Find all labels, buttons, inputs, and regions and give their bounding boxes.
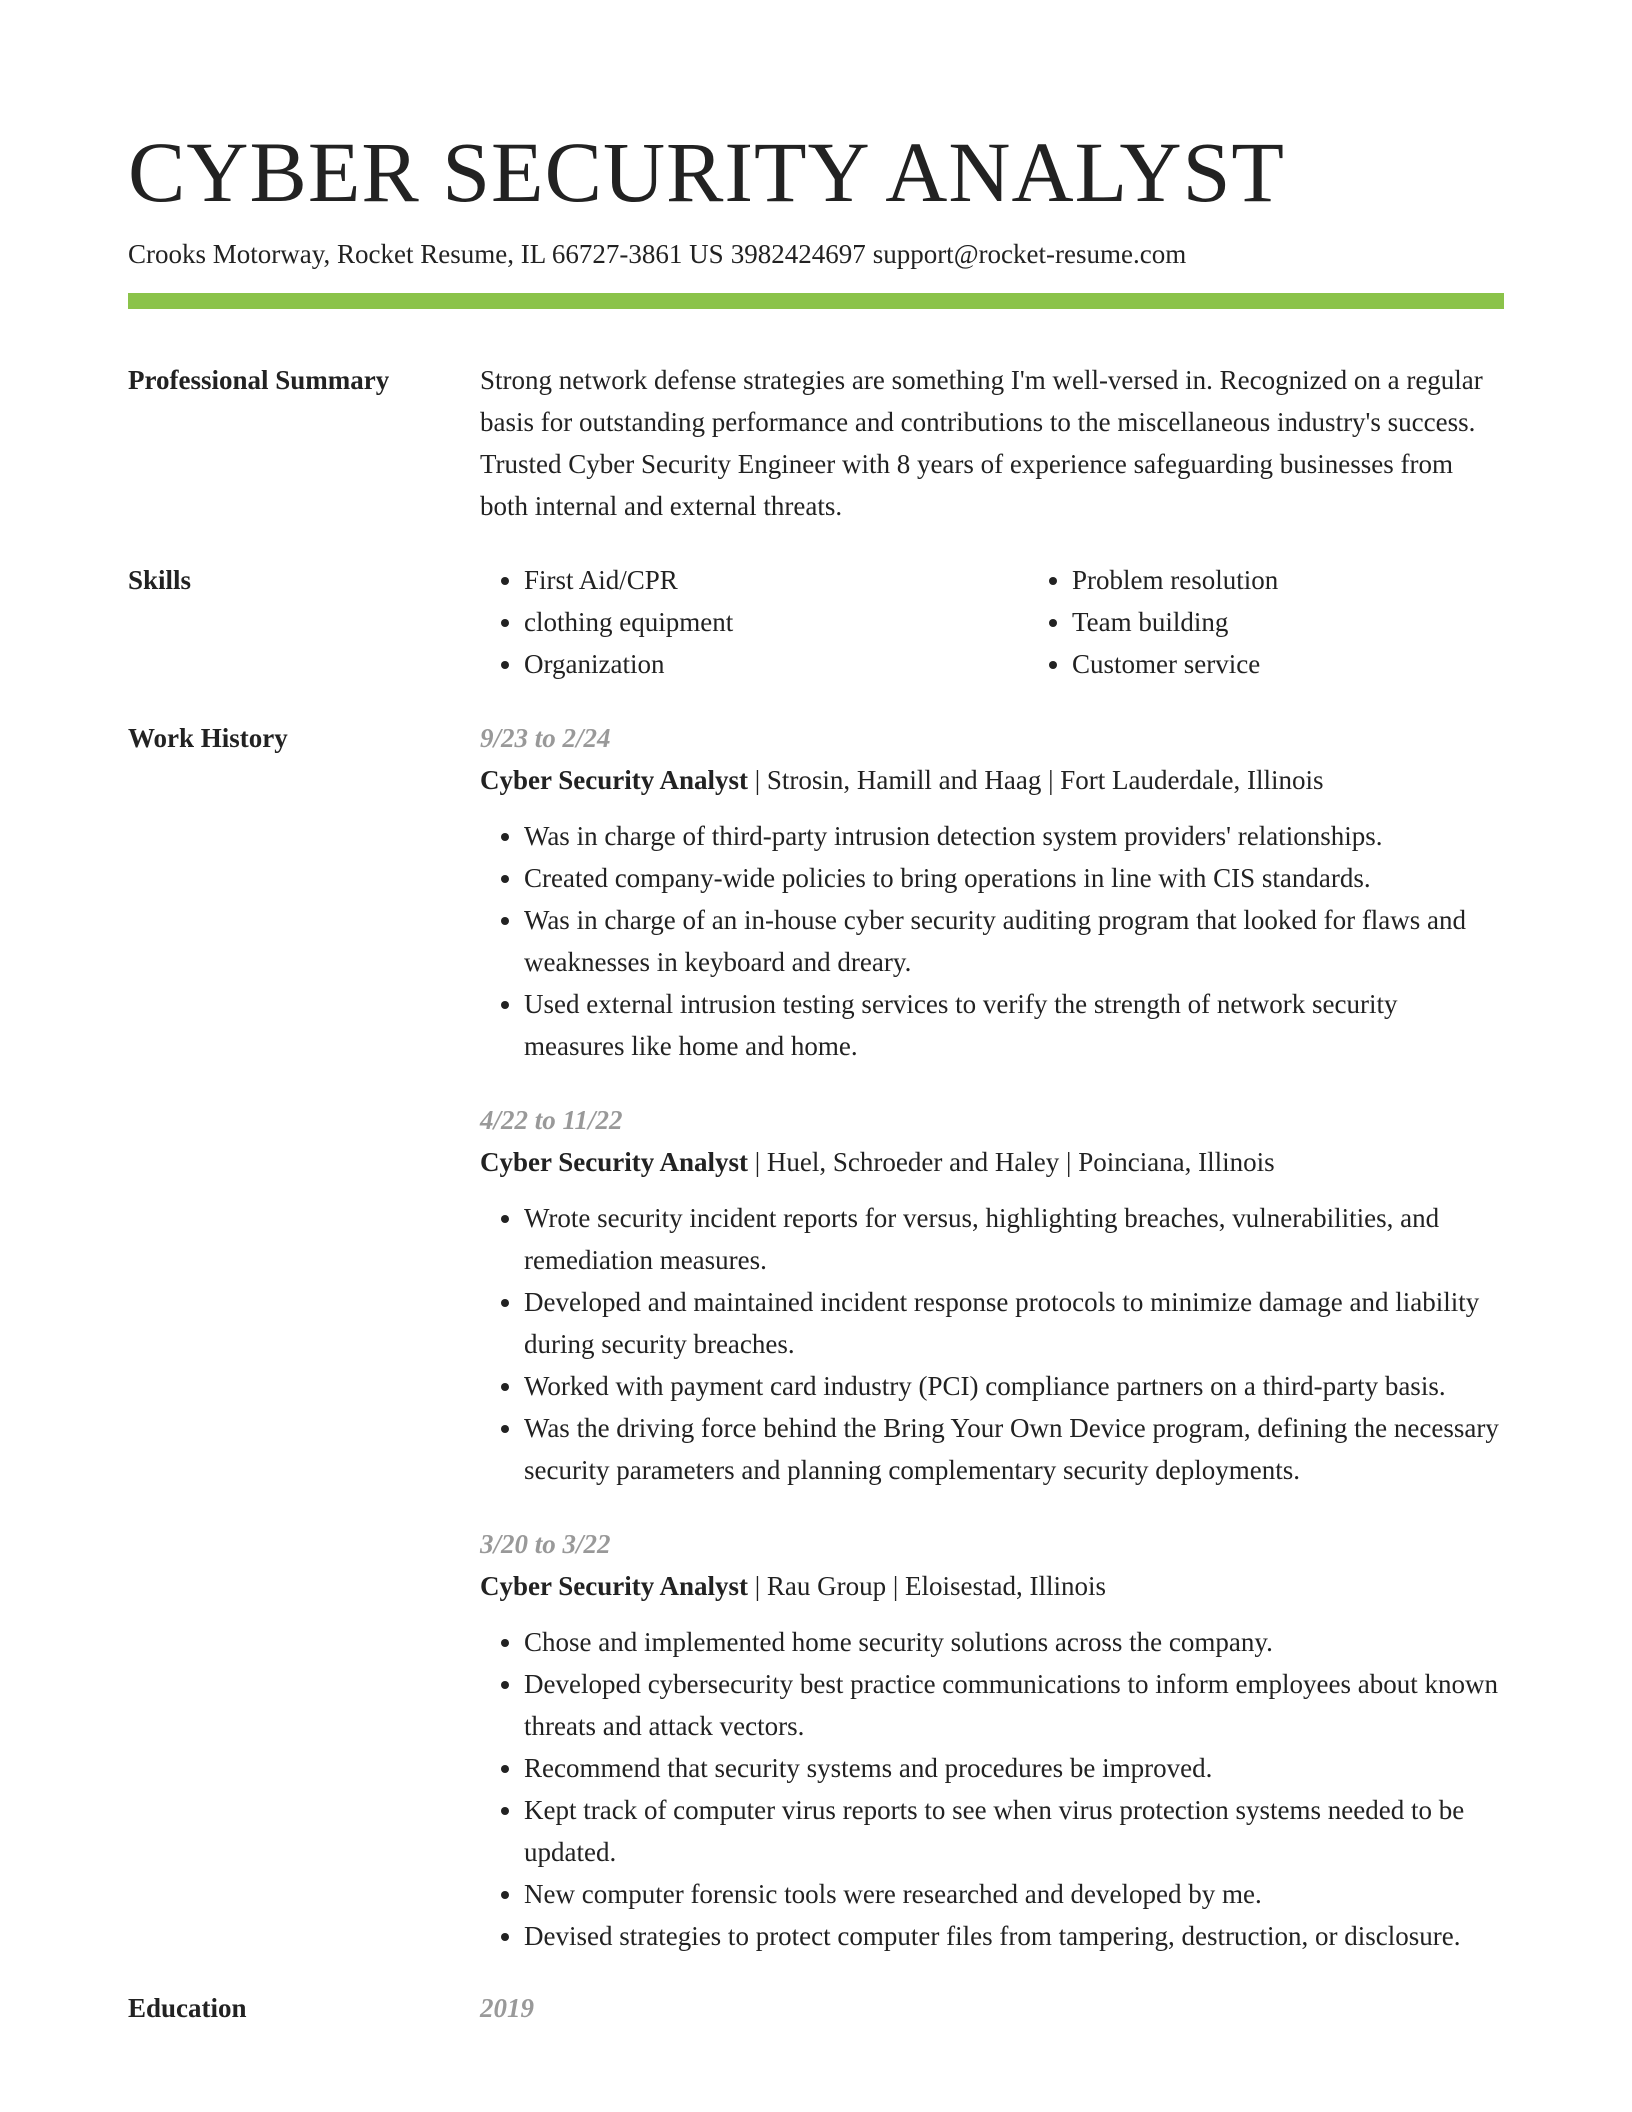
job-bullet: • Wrote security incident reports for versus, highlighting breaches, vulnerabilities, and remediation measures. <box>524 1197 1504 1281</box>
summary-text: Strong network defense strategies are something I'm well-versed in. Recognized on a regular basis for outstanding performance and contributions to the miscellaneous industry's success. Trusted Cyber Security Engineer with 8 years of experience safeguarding businesses from both internal and external threats. <box>480 365 1483 521</box>
section-label: Skills <box>128 565 192 595</box>
job-bullet: • Was in charge of an in-house cyber security auditing program that looked for flaws and weaknesses in keyboard and dreary. <box>524 899 1504 983</box>
section-body <box>480 717 1504 1957</box>
job-bullet: • Was the driving force behind the Bring Your Own Device program, defining the necessary security parameters and planning complementary security deployments. <box>524 1407 1504 1491</box>
job-dates: 9/23 to 2/24 <box>480 723 611 753</box>
contact-email: support@rocket-resume.com <box>872 239 1187 269</box>
job-bullet: • Developed and maintained incident response protocols to minimize damage and liability during security breaches. <box>524 1281 1504 1365</box>
job-entry <box>480 1099 1504 1491</box>
skill-item: • clothing equipment <box>524 601 1028 643</box>
skills-list-right <box>1028 559 1576 685</box>
section-label: Professional Summary <box>128 365 390 395</box>
contact-phone: 3982424697 <box>730 239 866 269</box>
job-bullet: • Created company-wide policies to bring operations in line with CIS standards. <box>524 857 1504 899</box>
section-label: Education <box>128 1993 247 2023</box>
skill-item: • First Aid/CPR <box>524 559 1028 601</box>
job-bullet: • Recommend that security systems and procedures be improved. <box>524 1747 1504 1789</box>
skill-item: • Customer service <box>1072 643 1576 685</box>
job-entry <box>480 717 1504 1067</box>
job-bullets <box>480 815 1504 1067</box>
job-title: Cyber Security Analyst <box>480 1571 748 1601</box>
skill-item: • Team building <box>1072 601 1576 643</box>
section-body <box>480 359 1504 527</box>
section-skills <box>128 559 1504 685</box>
job-heading <box>480 1565 1504 1607</box>
job-bullet: • Used external intrusion testing services to verify the strength of network security measures like home and home. <box>524 983 1504 1067</box>
job-bullets <box>480 1197 1504 1491</box>
job-dates: 4/22 to 11/22 <box>480 1105 623 1135</box>
job-details: | Rau Group | Eloisestad, Illinois <box>748 1571 1107 1601</box>
job-bullet: • New computer forensic tools were researched and developed by me. <box>524 1873 1504 1915</box>
job-bullets <box>480 1621 1504 1957</box>
job-title: Cyber Security Analyst <box>480 1147 748 1177</box>
section-body <box>480 1987 1504 2029</box>
job-bullet: • Worked with payment card industry (PCI) compliance partners on a third-party basis. <box>524 1365 1504 1407</box>
section-work-history <box>128 717 1504 1957</box>
job-dates: 3/20 to 3/22 <box>480 1529 611 1559</box>
job-heading <box>480 759 1504 801</box>
job-bullet: • Devised strategies to protect computer files from tampering, destruction, or disclosure. <box>524 1915 1504 1957</box>
job-bullet: • Developed cybersecurity best practice communications to inform employees about known threats and attack vectors. <box>524 1663 1504 1747</box>
job-entry <box>480 1523 1504 1957</box>
job-title: Cyber Security Analyst <box>480 765 748 795</box>
skill-item: • Organization <box>524 643 1028 685</box>
job-heading <box>480 1141 1504 1183</box>
contact-line <box>128 234 1504 274</box>
section-professional-summary <box>128 359 1504 527</box>
contact-address: Crooks Motorway, Rocket Resume, IL 66727-3861 US <box>128 239 724 269</box>
job-bullet: • Chose and implemented home security solutions across the company. <box>524 1621 1504 1663</box>
job-bullet: • Kept track of computer virus reports to see when virus protection systems needed to be updated. <box>524 1789 1504 1873</box>
section-education <box>128 1987 1504 2029</box>
section-label: Work History <box>128 723 288 753</box>
job-details: | Huel, Schroeder and Haley | Poinciana, Illinois <box>748 1147 1275 1177</box>
education-dates: 2019 <box>480 1993 534 2023</box>
job-details: | Strosin, Hamill and Haag | Fort Lauderdale, Illinois <box>748 765 1324 795</box>
skills-list-left <box>480 559 1028 685</box>
skill-item: • Problem resolution <box>1072 559 1576 601</box>
skills-columns <box>480 559 1576 685</box>
job-bullet: • Was in charge of third-party intrusion detection system providers' relationships. <box>524 815 1504 857</box>
header-divider <box>128 293 1504 309</box>
resume-name: CYBER SECURITY ANALYST <box>128 124 1285 220</box>
